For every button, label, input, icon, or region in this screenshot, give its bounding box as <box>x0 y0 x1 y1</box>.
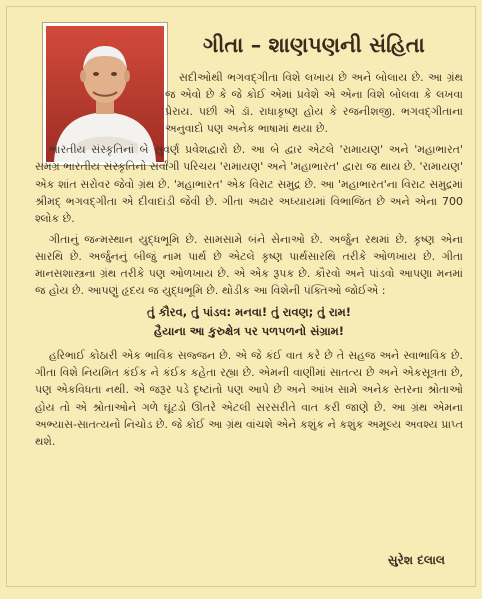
article-body <box>35 69 463 454</box>
paragraph-culture: ભારતીય સંસ્કૃતિનાં બે સુવર્ણ પ્રવેશદ્વારો છે. આ બે દ્વાર એટલે 'રામાયણ' અને 'મહાભારત' સમગ્ર ભારતીય સંસ્કૃતિનો સર્વાંગી પરિચય 'રામાયણ' અને 'મહાભારત' દ્વારા જ થાય છે. 'રામાયણ' એક શાંત સરોવર જેવો ગ્રંથ છે. 'મહાભારત' એક વિરાટ સમુદ્ર છે. આ 'મહાભારત'ના વિરાટ સમુદ્રમાં શ્રીમદ્ ભગવદ્ગીતા એ દીવાદાંડી જેવી છે. ગીતા અઢાર અધ્યાયમાં વિભાજિત છે અને એના 700 શ્લોક છે. <box>35 143 463 225</box>
page <box>6 6 476 587</box>
verse-line: હૈયાના આ કુરુક્ષેત્ર પર પળપળનો સંગ્રામ! <box>153 324 345 339</box>
paragraph-battlefield: ગીતાનું જન્મસ્થાન યુદ્ધભૂમિ છે. સામસામે બંને સેનાઓ છે. અર્જુન રથમાં છે. કૃષ્ણ એના સારથિ છે. અર્જુનનું બીજું નામ પાર્થ છે એટલે કૃષ્ણ પાર્થસારથિ તરીકે ઓળખાય છે. ગીતા માનસશાસ્ત્રના ગ્રંથ તરીકે પણ ઓળખાય છે. એ એક રૂપક છે. કૌરવો અને પાંડવો આપણા મનમાં જ હોય છે. આપણું હૃદય જ યુદ્ધભૂમિ છે. થોડીક આ વિશેની પંક્તિઓ જોઈએ : <box>35 232 463 298</box>
verse-block <box>35 303 463 341</box>
signature: સુરેશ દલાલ <box>387 553 445 567</box>
paragraph-intro: સદીઓથી ભગવદ્ગીતા વિશે લખાય છે અને બોલાય છે. આ ગ્રંથ જ એવો છે કે જે કોઈ એમાં પ્રવેશે એ એના વિશે બોલવા કે લખવા પ્રેરાય. પછી એ ડૉ. રાધાકૃષ્ણ હોય કે રજનીશજી. ભગવદ્ગીતાના અનુવાદો પણ અનેક ભાષામાં થયા છે. <box>165 71 463 136</box>
page-title: ગીતા – શાણપણની સંહિતા <box>203 32 425 57</box>
paragraph-closing: હરિભાઈ કોઠારી એક ભાવિક સજ્જન છે. એ જે કંઈ વાત કરે છે તે સહજ અને સ્વાભાવિક છે. ગીતા વિશે નિયમિત કંઈક ને કંઈક કહેતા રહ્યા છે. એમની વાણીમાં સાતત્ય છે અને એકસૂત્રતા છે, પણ એકવિધતા નથી. એ જરૂર પડે દૃષ્ટાંતો પણ આપે છે અને આંખ સામે અનેક સ્તરના શ્રોતાઓ હોય તો એ શ્રોતાઓને ગળે ઘૂંટડો ઊતરે એટલી સરસરીતે વાત કરી જાણે છે. આ ગ્રંથ એમના અભ્યાસ-સાતત્યનો નિચોડ છે. જે કોઈ આ ગ્રંથ વાંચશે એને કશુંક ને કશુંક અમૂલ્ય અવશ્ય પ્રાપ્ત થશે. <box>35 349 463 448</box>
verse-line: તું કૌરવ, તું પાંડવ: મનવા! તું રાવણ; તું રામ! <box>146 305 352 320</box>
